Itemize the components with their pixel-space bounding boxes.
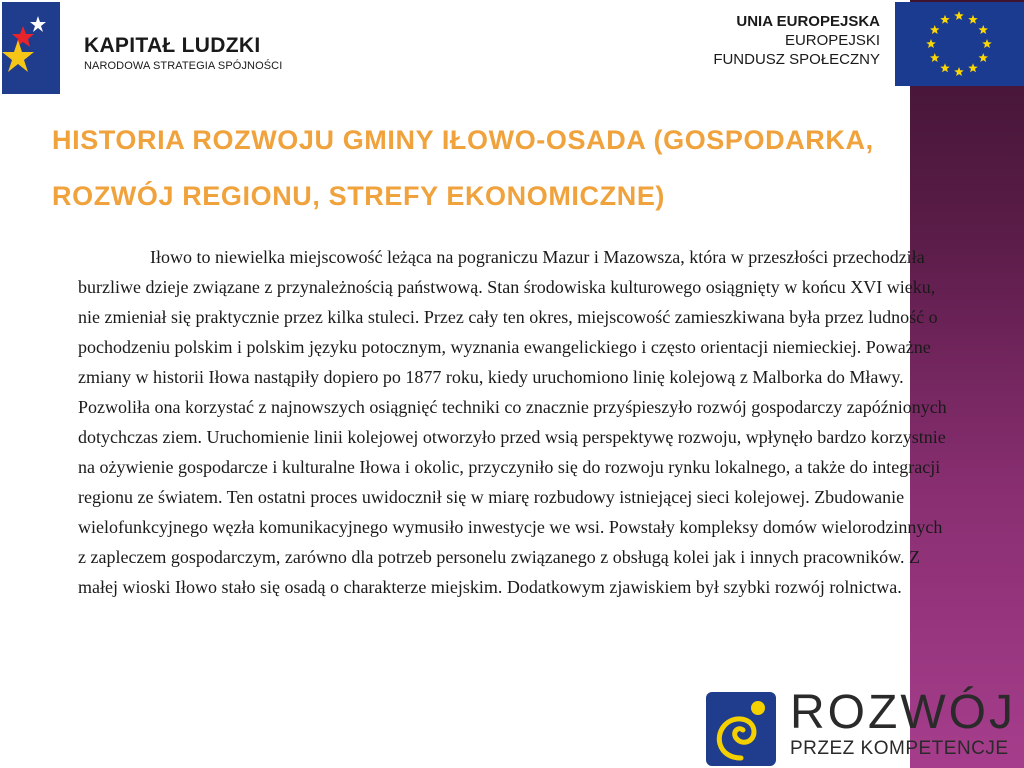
slide-title <box>52 112 962 224</box>
slide-title-line2: ROZWÓJ REGIONU, STREFY EKONOMICZNE) <box>52 181 666 211</box>
rozwoj-logo <box>706 688 1024 768</box>
eu-star-icon <box>940 15 950 24</box>
eu-star-icon <box>930 25 940 34</box>
slide-title-line1: HISTORIA ROZWOJU GMINY IŁOWO-OSADA (GOSPODARKA, <box>52 125 874 155</box>
kapital-ludzki-title: KAPITAŁ LUDZKI <box>84 34 261 57</box>
eu-star-icon <box>954 67 964 76</box>
body-paragraph: Iłowo to niewielka miejscowość leżąca na pograniczu Mazur i Mazowsza, która w przeszłości przechodziła burzliwe dzieje związane z przynależnością państwową. Stan środowiska kulturowego osiągnięty w końcu XVI wieku, nie zmieniał się praktycznie przez kilka stuleci. Przez cały ten okres, miejscowość zamieszkiwana była przez ludność o pochodzeniu polskim i polskim języku potocznym, wyznania ewangelickiego i często orientacji niemieckiej. Poważne zmiany w historii Iłowa nastąpiły dopiero po 1877 roku, kiedy uruchomiono linię kolejową z Malborka do Mławy. Pozwoliła ona korzystać z najnowszych osiągnięć techniki co znacznie przyśpieszyło rozwój gospodarczy zapóźnionych dotychczas ziem. Uruchomienie linii kolejowej otworzyło przed wsią perspektywę rozwoju, wpłynęło bardzo korzystnie na ożywienie gospodarcze i kulturalne Iłowa i okolic, przyczyniło się do rozwoju rynku lokalnego, a także do integracji regionu ze światem. Ten ostatni proces uwidocznił się w miarę rozbudowy istniejącej sieci kolejowej. Zbudowanie wielofunkcyjnego węzła komunikacyjnego wymusiło inwestycje we wsi. Powstały kompleksy domów wielorodzinnych z zapleczem gospodarczym, zarówno dla potrzeb personelu związanego z obsługą kolei jak i innych pracowników. Z małej wioski Iłowo stało się osadą o charakterze miejskim. Dodatkowym zjawiskiem był szybki rozwój rolnictwa. <box>78 247 947 597</box>
eu-fund-label <box>713 12 880 69</box>
eu-star-icon <box>930 53 940 62</box>
eu-flag-icon <box>895 2 1024 86</box>
eu-star-icon <box>978 53 988 62</box>
eu-star-icon <box>926 39 936 48</box>
eu-star-icon <box>954 11 964 20</box>
rozwoj-spiral-icon <box>706 692 776 766</box>
kapital-ludzki-emblem-icon <box>0 0 64 96</box>
eu-star-icon <box>982 39 992 48</box>
eu-star-icon <box>978 25 988 34</box>
kapital-ludzki-logo <box>0 0 300 96</box>
rozwoj-subtitle: PRZEZ KOMPETENCJE <box>790 738 1009 759</box>
eu-star-icon <box>940 63 950 72</box>
eu-star-icon <box>968 63 978 72</box>
kapital-ludzki-subtitle: NARODOWA STRATEGIA SPÓJNOŚCI <box>84 60 283 72</box>
eu-line1: UNIA EUROPEJSKA <box>736 13 880 30</box>
eu-star-icon <box>968 15 978 24</box>
eu-line2: EUROPEJSKI <box>784 32 880 49</box>
rozwoj-word: ROZWÓJ <box>790 686 1016 739</box>
eu-line3: FUNDUSZ SPOŁECZNY <box>713 51 880 68</box>
